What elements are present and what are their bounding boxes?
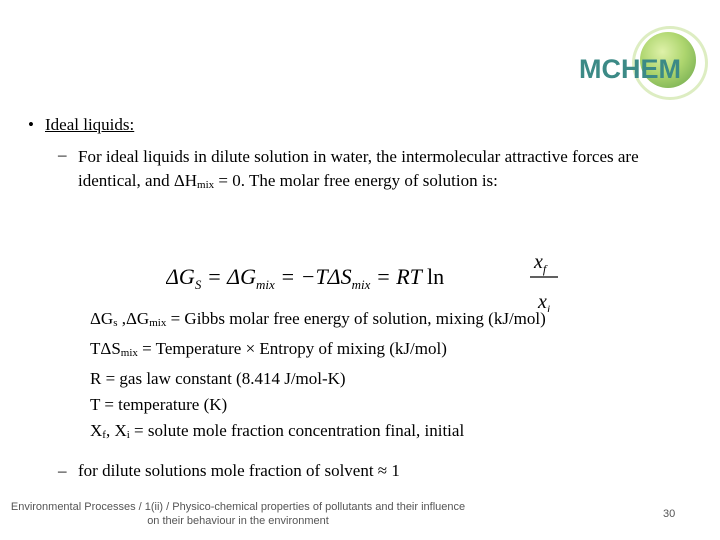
footer-text xyxy=(0,500,476,528)
definition-x: $X_f$, $X_i$ = solute mole fraction concentration final, initial xyxy=(90,421,465,441)
para-sub: mix xyxy=(197,178,215,191)
svg-text:xi: $x_i$ xyxy=(538,291,551,312)
body-paragraph xyxy=(78,145,678,197)
dash-marker: – xyxy=(58,145,67,164)
svg-text:xf: $x_f$ xyxy=(534,251,547,276)
footer-line-2: on their behaviour in the environment xyxy=(147,515,329,527)
slide-heading: Ideal liquids: xyxy=(45,115,135,134)
para-before: For ideal liquids in dilute solution in water, the intermolecular attractive forces are identical, and ΔH xyxy=(78,147,639,190)
definition-entropy: $T\Delta S_{mix}$ = Temperature × Entropy of mixing (kJ/mol) xyxy=(90,339,447,359)
mchem-logo xyxy=(574,18,704,118)
dash-marker-2: – xyxy=(58,461,67,480)
definition-r: R = gas law constant (8.414 J/mol-K) xyxy=(90,369,346,388)
gibbs-formula xyxy=(166,248,566,312)
para-after: = 0. The molar free energy of solution is: xyxy=(214,170,498,190)
definitions-list xyxy=(90,306,546,448)
bullet-marker: • xyxy=(28,115,34,134)
definition-gibbs: $\Delta G_s$ $,\Delta G_{mix}$ = Gibbs molar free energy of solution, mixing (kJ/mol) xyxy=(90,309,546,329)
last-point: for dilute solutions mole fraction of solvent ≈ 1 xyxy=(78,461,400,480)
logo-text: MCHEM xyxy=(579,54,681,84)
page-number: 30 xyxy=(663,508,676,520)
svg-text:ΔGS = ΔGmix = −TΔSmix = RT ln: $\Delta G_S = \Delta G_{mix} = -T\Delta S_{mix}$ = RT ln xyxy=(166,264,445,292)
definition-t: T = temperature (K) xyxy=(90,395,228,414)
footer-line-1: Environmental Processes / 1(ii) / Physico-chemical properties of pollutants and their influence xyxy=(10,501,466,513)
